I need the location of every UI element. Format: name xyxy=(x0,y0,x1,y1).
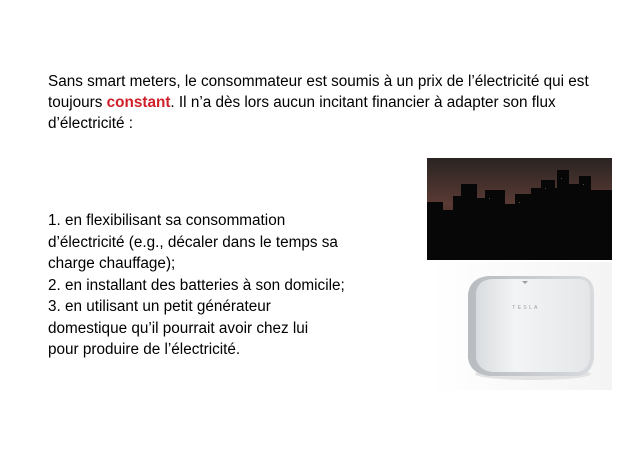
list-line: 2. en installant des batteries à son domicile; xyxy=(48,276,345,294)
list-line: d’électricité (e.g., décaler dans le temps sa xyxy=(48,233,338,251)
list-line: charge chauffage); xyxy=(48,255,176,272)
tesla-home-battery-photo xyxy=(430,262,612,390)
list-line: domestique qu’il pourrait avoir chez lui xyxy=(48,319,309,337)
battery-brand-text: TESLA xyxy=(512,305,540,311)
list-line: 1. en flexibilisant sa consommation xyxy=(48,212,286,229)
options-list xyxy=(48,210,408,361)
list-line: 3. en utilisant un petit générateur xyxy=(48,298,271,315)
intro-highlight-word: constant xyxy=(106,94,171,111)
list-line: pour produire de l’électricité. xyxy=(48,341,241,358)
intro-text-after: . Il n’a dès lors aucun incitant financier à adapter son flux d’électricité : xyxy=(48,94,556,132)
night-city-skyline-photo xyxy=(427,158,612,260)
intro-text-before: Sans smart meters, le consommateur est soumis à un prix de l’électricité qui est toujours xyxy=(48,73,589,111)
intro-paragraph xyxy=(48,71,608,134)
